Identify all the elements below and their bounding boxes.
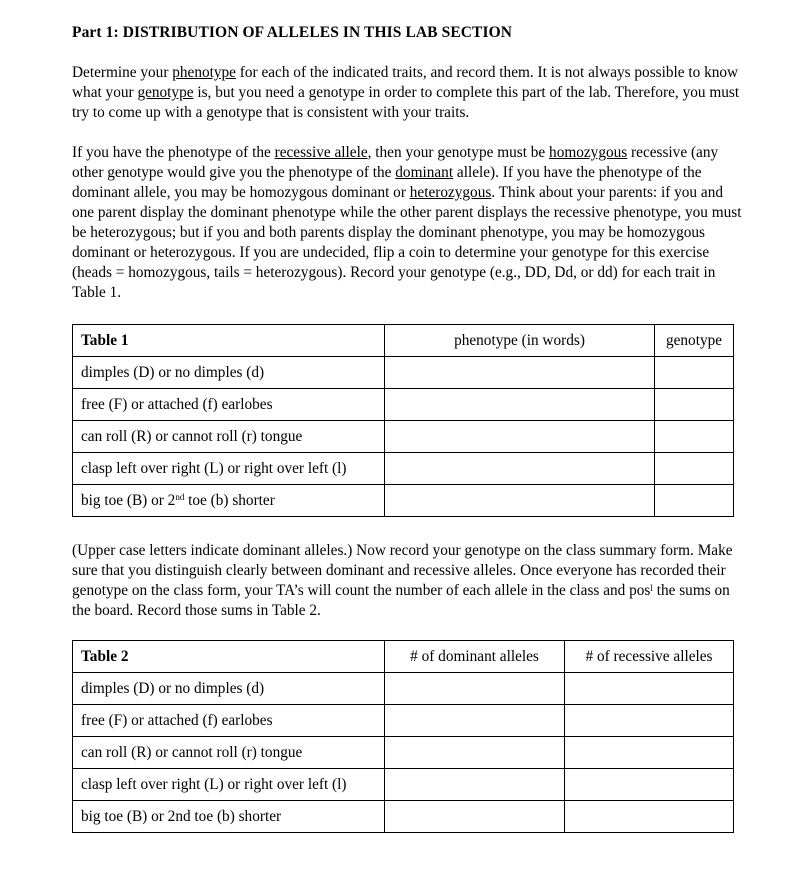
- text-run: allele). If you have the phenotype of the dominant allele, you may be homozygous dominant or: [72, 164, 702, 201]
- table-row: [73, 801, 734, 833]
- table-row: [73, 453, 734, 485]
- instructions-paragraph: [72, 143, 742, 303]
- trait-label: clasp left over right (L) or right over left (l): [73, 769, 385, 801]
- column-header-recessive: # of recessive alleles: [565, 641, 734, 673]
- term-recessive: recessive: [274, 144, 331, 161]
- term-dominant: dominant: [395, 164, 454, 181]
- dominant-count-cell[interactable]: [385, 801, 565, 833]
- term-heterozygous: heterozygous: [409, 184, 492, 201]
- table-row: [73, 769, 734, 801]
- table-row: [73, 673, 734, 705]
- text-run: . Think about your parents: if you and one parent display the dominant phenotype while the other parent displays the recessive phenotype, you must be heterozygous; but if you and both parents display the dominant phenotype, you may be homozygous dominant or heterozygous. If you are undecided, flip a coin to determine your genotype for this exercise (heads = homozygous, tails = heterozygous). Record your genotype (e.g., DD, Dd, or dd) for each trait in Table 1.: [72, 184, 742, 301]
- table-row: [73, 705, 734, 737]
- table-row: [73, 357, 734, 389]
- text-run: toe (b) shorter: [184, 491, 275, 509]
- recessive-count-cell[interactable]: [565, 673, 734, 705]
- genotype-cell[interactable]: [655, 485, 734, 517]
- trait-label: dimples (D) or no dimples (d): [73, 357, 385, 389]
- column-header-dominant: # of dominant alleles: [385, 641, 565, 673]
- text-run: , then your genotype must be: [367, 144, 550, 161]
- phenotype-cell[interactable]: [385, 485, 655, 517]
- term-allele: allele: [334, 144, 368, 161]
- table-header-row: [73, 641, 734, 673]
- term-genotype: genotype: [137, 84, 194, 101]
- class-summary-paragraph: (Upper case letters indicate dominant alleles.) Now record your genotype on the class summary form. Make sure that you distinguish clearly between dominant and recessive alleles. Once everyone has recorded their genotype on the class form, your TA’s will count the number of each allele in the class and posˡ the sums on the board. Record those sums in Table 2.: [72, 542, 733, 619]
- text-run: for each of the indicated traits, and record them. It is not always possible to know what your: [72, 64, 739, 101]
- column-header-phenotype: phenotype (in words): [385, 325, 655, 357]
- document-page: [72, 20, 742, 303]
- phenotype-cell[interactable]: [385, 421, 655, 453]
- term-phenotype: phenotype: [172, 64, 236, 81]
- genotype-cell[interactable]: [655, 421, 734, 453]
- dominant-count-cell[interactable]: [385, 769, 565, 801]
- trait-label: free (F) or attached (f) earlobes: [73, 389, 385, 421]
- recessive-count-cell[interactable]: [565, 769, 734, 801]
- text-run: recessive (any other genotype would give you the phenotype of the: [72, 144, 719, 181]
- phenotype-cell[interactable]: [385, 453, 655, 485]
- trait-label: can roll (R) or cannot roll (r) tongue: [73, 737, 385, 769]
- genotype-cell[interactable]: [655, 453, 734, 485]
- text-run: is, but you need a genotype in order to complete this part of the lab. Therefore, you must try to come up with a genotype that is consistent with your traits.: [72, 84, 740, 121]
- trait-label: can roll (R) or cannot roll (r) tongue: [73, 421, 385, 453]
- phenotype-cell[interactable]: [385, 357, 655, 389]
- part-title: Part 1: DISTRIBUTION OF ALLELES IN THIS LAB SECTION: [72, 24, 513, 41]
- text-run: Determine your: [72, 64, 173, 81]
- table-header-row: [73, 325, 734, 357]
- table-2: [72, 640, 734, 833]
- table-title: Table 2: [73, 641, 385, 673]
- recessive-count-cell[interactable]: [565, 737, 734, 769]
- table-row: [73, 421, 734, 453]
- trait-label: big toe (B) or 2nd toe (b) shorter: [73, 801, 385, 833]
- trait-label: clasp left over right (L) or right over left (l): [73, 453, 385, 485]
- table-row: [73, 737, 734, 769]
- recessive-count-cell[interactable]: [565, 801, 734, 833]
- trait-label: dimples (D) or no dimples (d): [73, 673, 385, 705]
- table-title: Table 1: [73, 325, 385, 357]
- genotype-cell[interactable]: [655, 389, 734, 421]
- text-run: big toe (B) or 2: [81, 491, 176, 509]
- text-run: If you have the phenotype of the: [72, 144, 275, 161]
- table-1: [72, 324, 734, 517]
- column-header-genotype: genotype: [655, 325, 734, 357]
- dominant-count-cell[interactable]: [385, 737, 565, 769]
- phenotype-cell[interactable]: [385, 389, 655, 421]
- dominant-count-cell[interactable]: [385, 673, 565, 705]
- table-row: [73, 389, 734, 421]
- recessive-count-cell[interactable]: [565, 705, 734, 737]
- superscript: nd: [175, 491, 185, 502]
- trait-label: [73, 485, 385, 517]
- table-row: [73, 485, 734, 517]
- genotype-cell[interactable]: [655, 357, 734, 389]
- trait-label: free (F) or attached (f) earlobes: [73, 705, 385, 737]
- dominant-count-cell[interactable]: [385, 705, 565, 737]
- intro-paragraph: [72, 63, 742, 123]
- term-homozygous: homozygous: [549, 144, 628, 161]
